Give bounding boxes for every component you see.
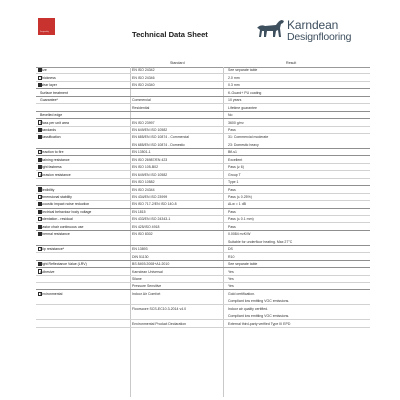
result-value: Pass — [228, 127, 236, 132]
table-row — [36, 119, 370, 126]
property-label: Bevelled edge — [40, 113, 63, 118]
property-label: Dimensional stability — [40, 195, 72, 200]
property-label: Mass per unit area — [40, 120, 69, 125]
result-value: Pass (≥ 6) — [228, 165, 244, 170]
result-value: K-Guard+ PU coating — [228, 90, 262, 95]
result-value: Gold certification. — [228, 291, 256, 296]
table-row — [36, 216, 370, 223]
property-label: Reaction to fire — [40, 150, 64, 155]
standard-value: EN ISO 26987/EN 423 — [132, 157, 168, 162]
brand-logo-box — [38, 18, 55, 35]
table-row — [36, 305, 370, 320]
standard-value: Karndean Universal — [132, 269, 163, 274]
standard-value: DIN 51130 — [132, 254, 149, 259]
result-value: Pass — [228, 209, 236, 214]
standard-value: EN ISO 105-B02 — [132, 165, 159, 170]
table-row — [36, 97, 370, 104]
result-value: R10 — [228, 254, 235, 259]
table-row — [36, 82, 370, 89]
standard-value: EN 425/ISO 4918 — [132, 224, 160, 229]
result-value: Yes — [228, 269, 234, 274]
column-header-result: Result — [286, 61, 297, 65]
result-value: Suitable for underfloor heating. Max 27°C — [228, 239, 293, 244]
standard-value: EN 685/EN ISO 10874 - Domestic — [132, 142, 185, 147]
table-row — [36, 194, 370, 201]
standard-value: EN 13501-1 — [132, 150, 151, 155]
standard-value: EN ISO 24340 — [132, 83, 155, 88]
standard-value: EN ISO 24344 — [132, 187, 155, 192]
page-title: Technical Data Sheet — [132, 30, 208, 39]
standard-value: EN 649/EN ISO 10582 — [132, 172, 168, 177]
brand-name: Karndean — [287, 18, 339, 32]
table-row — [36, 171, 370, 178]
result-value: Pass (≤ 0.25%) — [228, 195, 252, 200]
result-value: No — [228, 113, 233, 118]
result-value: Pass — [228, 187, 236, 192]
standard-value: EN ISO 8302 — [132, 232, 153, 237]
table-row — [36, 201, 370, 208]
standard-value: Silane — [132, 276, 142, 281]
result-value: Yes — [228, 284, 234, 289]
standard-value: Indoor Air Comfort — [132, 291, 161, 296]
result-value: Bfl-s1 — [228, 150, 237, 155]
standard-value: EN 685/EN ISO 10874 - Commercial — [132, 135, 189, 140]
property-label: Classification — [40, 135, 61, 140]
property-label: Guarantee* — [40, 98, 58, 103]
standard-value: EN 649/EN ISO 10582 — [132, 127, 168, 132]
standard-value: EN ISO 24346 — [132, 75, 155, 80]
result-value: 0.3 mm — [228, 83, 240, 88]
property-label: Thermal resistance — [40, 232, 70, 237]
standard-value: Floorscore SCS-EC10.3-2014 v4.0 — [132, 306, 187, 311]
table-row — [36, 74, 370, 81]
table-row — [36, 89, 370, 96]
standard-value: EN 1815 — [132, 209, 146, 214]
standard-value: EN ISO 24342 — [132, 68, 155, 73]
result-value: Pass (≤ 0.1 mm) — [228, 217, 254, 222]
table-row — [36, 104, 370, 111]
table-row — [36, 283, 370, 290]
table-row — [36, 223, 370, 230]
result-value: 3600 g/m² — [228, 120, 244, 125]
result-value: Compliant low emitting VOC emissions. — [228, 299, 290, 304]
property-label: Wear layer — [40, 83, 57, 88]
standard-value: Pressure Sensitive — [132, 284, 162, 289]
brand-subtitle: Designflooring — [287, 31, 352, 43]
standard-value: EN ISO 10582 — [132, 180, 155, 185]
result-value: Indoor air quality certified. — [228, 306, 269, 311]
table-row — [36, 268, 370, 275]
table-row — [36, 246, 370, 253]
standard-value: BS 8493:2008+A1:2010 — [132, 262, 170, 267]
result-value: Yes — [228, 276, 234, 281]
standard-value: EN ISO 717-2/EN ISO 140-8 — [132, 202, 177, 207]
property-label: Adhesive — [40, 269, 55, 274]
table-row — [36, 261, 370, 268]
property-label: Light Reflectance Value (LRV) — [40, 262, 87, 267]
property-label: Staining resistance — [40, 157, 70, 162]
standard-value: Environmental Product Declaration — [132, 321, 187, 326]
table-row — [36, 134, 370, 149]
property-label: Light fastness — [40, 165, 62, 170]
property-label: Thickness — [40, 75, 56, 80]
property-label: Standards — [40, 127, 56, 132]
table-row — [36, 67, 370, 74]
table-row — [36, 156, 370, 163]
result-value: Compliant low emitting VOC emissions. — [228, 314, 290, 319]
table-row — [36, 291, 370, 306]
table-row — [36, 127, 370, 134]
result-value: External third-party verified Type III EPD — [228, 321, 291, 326]
standard-value: EN ISO 23997 — [132, 120, 155, 125]
dog-logo-icon — [256, 17, 286, 41]
table-row — [36, 112, 370, 119]
property-label: Environmental — [40, 291, 63, 296]
property-label: Abrasion resistance — [40, 172, 71, 177]
result-value: See separate table — [228, 68, 258, 73]
property-label: Electrical behaviour body voltage — [40, 209, 92, 214]
result-value: 2.0 mm — [228, 75, 240, 80]
table-row — [36, 164, 370, 171]
table-row — [36, 179, 370, 186]
result-value: 10 years — [228, 98, 242, 103]
property-label: Indentation - residual — [40, 217, 73, 222]
result-value: Lifetime guarantee — [228, 105, 257, 110]
result-value: ΔLw = 1 dB — [228, 202, 247, 207]
table-row — [36, 186, 370, 193]
result-value: See separate table — [228, 262, 258, 267]
table-row — [36, 209, 370, 216]
result-value: DS — [228, 247, 233, 252]
column-header-standard: Standard — [170, 61, 185, 65]
result-value: Group T — [228, 172, 241, 177]
property-label: Acoustic impact noise reduction — [40, 202, 90, 207]
result-value: Type 1 — [228, 180, 239, 185]
property-label: Surface treatment — [40, 90, 68, 95]
result-value: 0.0084 m²K/W — [228, 232, 251, 237]
property-label: Slip resistance* — [40, 247, 65, 252]
table-row — [36, 253, 370, 260]
result-value: 23: Domestic heavy — [228, 142, 259, 147]
property-label: Flexibility — [40, 187, 55, 192]
standard-value: EN 433/EN ISO 24343-1 — [132, 217, 171, 222]
property-label: Size — [40, 68, 47, 73]
standard-value: EN 13893 — [132, 247, 148, 252]
logo-caption: Designed by — [40, 32, 49, 33]
standard-value: Commercial — [132, 98, 151, 103]
standard-value: Residential — [132, 105, 150, 110]
table-row — [36, 231, 370, 246]
table-row — [36, 276, 370, 283]
table-row — [36, 320, 370, 327]
result-value: 31: Commercial moderate — [228, 135, 269, 140]
standard-value: EN 434/EN ISO 23999 — [132, 195, 168, 200]
table-row — [36, 149, 370, 156]
property-label: Castor chair continuous use — [40, 224, 84, 229]
result-value: Pass — [228, 224, 236, 229]
result-value: Excellent — [228, 157, 243, 162]
